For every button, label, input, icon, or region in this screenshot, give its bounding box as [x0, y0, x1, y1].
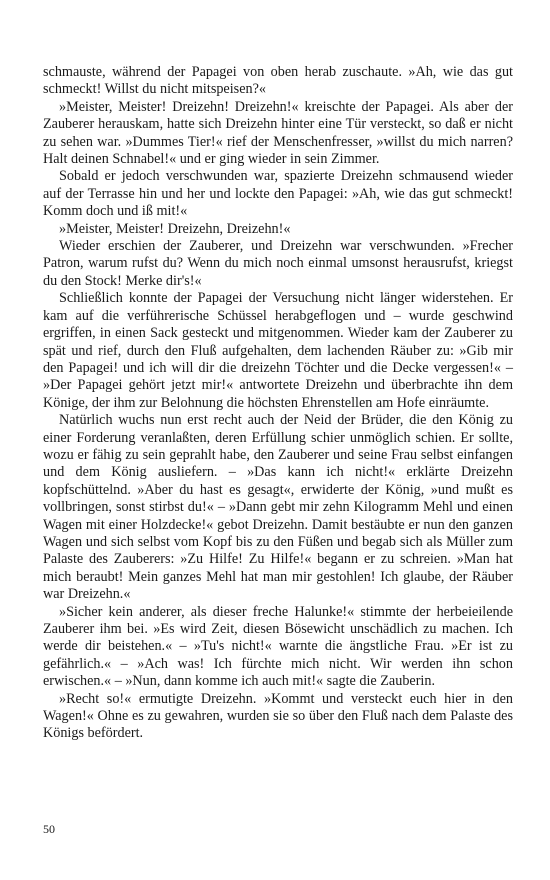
paragraph-5: Wieder erschien der Zauberer, und Dreizehn war verschwunden. »Frecher Patron, warum rufst du? Wenn du mich noch einmal umsonst herausrufst, kriegst du den Stock! Merke dir's!«	[43, 238, 513, 289]
paragraph-6: Schließlich konnte der Papagei der Versuchung nicht länger widerstehen. Er kam auf die verführerische Schüssel herabgeflogen und – wurde geschwind ergriffen, in einen Sack gesteckt und mitgenommen. Wieder kam der Zauberer zu spät und rief, durch den Fluß aufgehalten, dem lachenden Räuber zu: »Gib mir den Papagei! und ich will dir die dreizehn Töchter und die Decke vergessen!« – »Der Papagei gehört jetzt mir!« antwortete Dreizehn und überbrachte ihn dem Könige, der ihm zur Belohnung die höchsten Ehrenstellen am Hofe einräumte.	[43, 290, 513, 411]
paragraph-3: Sobald er jedoch verschwunden war, spazierte Dreizehn schmausend wieder auf der Terrasse hin und her und lockte den Papagei: »Ah, wie das gut schmeckt! Komm doch und iß mit!«	[43, 168, 513, 220]
paragraph-2: »Meister, Meister! Dreizehn! Dreizehn!« kreischte der Papagei. Als aber der Zauberer herauskam, hatte sich Dreizehn hinter eine Tür versteckt, so daß er nicht zu sehen war. »Dummes Tier!« rief der Menschenfresser, »willst du mich narren? Halt deinen Schnabel!« und er ging wieder in sein Zimmer.	[43, 98, 513, 168]
page-text-block	[43, 64, 513, 743]
paragraph-4: »Meister, Meister! Dreizehn, Dreizehn!«	[59, 220, 291, 237]
paragraph-7: Natürlich wuchs nun erst recht auch der Neid der Brüder, die den König zu einer Forderung veranlaßten, deren Erfüllung schier unmöglich schien. Er sollte, wozu er fähig zu sein geprahlt habe, den Zauberer und seine Frau selbst einfangen und dem König ausliefern. – »Das kann ich nicht!« erklärte Dreizehn kopfschüttelnd. »Aber du hast es gesagt«, erwiderte der König, »und mußt es vollbringen, sonst stirbst du!« – »Dann gebt mir zehn Kilogramm Mehl und einen Wagen mit einer Holzdecke!« gebot Dreizehn. Damit bestäubte er nun den ganzen Wagen und sich selbst vom Kopf bis zu den Füßen und begab sich als Müller zum Palaste des Zauberers: »Zu Hilfe! Zu Hilfe!« begann er zu schreien. »Man hat mich beraubt! Mein ganzes Mehl hat man mir gestohlen! Ich glaube, der Räuber war Dreizehn.«	[43, 412, 513, 603]
paragraph-1: schmauste, während der Papagei von oben herab zuschaute. »Ah, wie das gut schmeckt! Willst du nicht mitspeisen?«	[43, 64, 513, 98]
paragraph-8: »Sicher kein anderer, als dieser freche Halunke!« stimmte der herbeieilende Zauberer ihm bei. »Es wird Zeit, diesen Bösewicht unschädlich zu machen. Ich werde dir beistehen.« – »Tu's nicht!« warnte die ängstliche Frau. »Er ist zu gefährlich.« – »Ach was! Ich fürchte mich nicht. Wir werden ihn schon erwischen.« – »Nun, dann komme ich auch mit!« sagte die Zauberin.	[43, 603, 513, 690]
paragraph-9: »Recht so!« ermutigte Dreizehn. »Kommt und versteckt euch hier in den Wagen!« Ohne es zu gewahren, wurden sie so über den Fluß nach dem Palaste des Königs befördert.	[43, 690, 513, 742]
page-number: 50	[43, 822, 55, 836]
